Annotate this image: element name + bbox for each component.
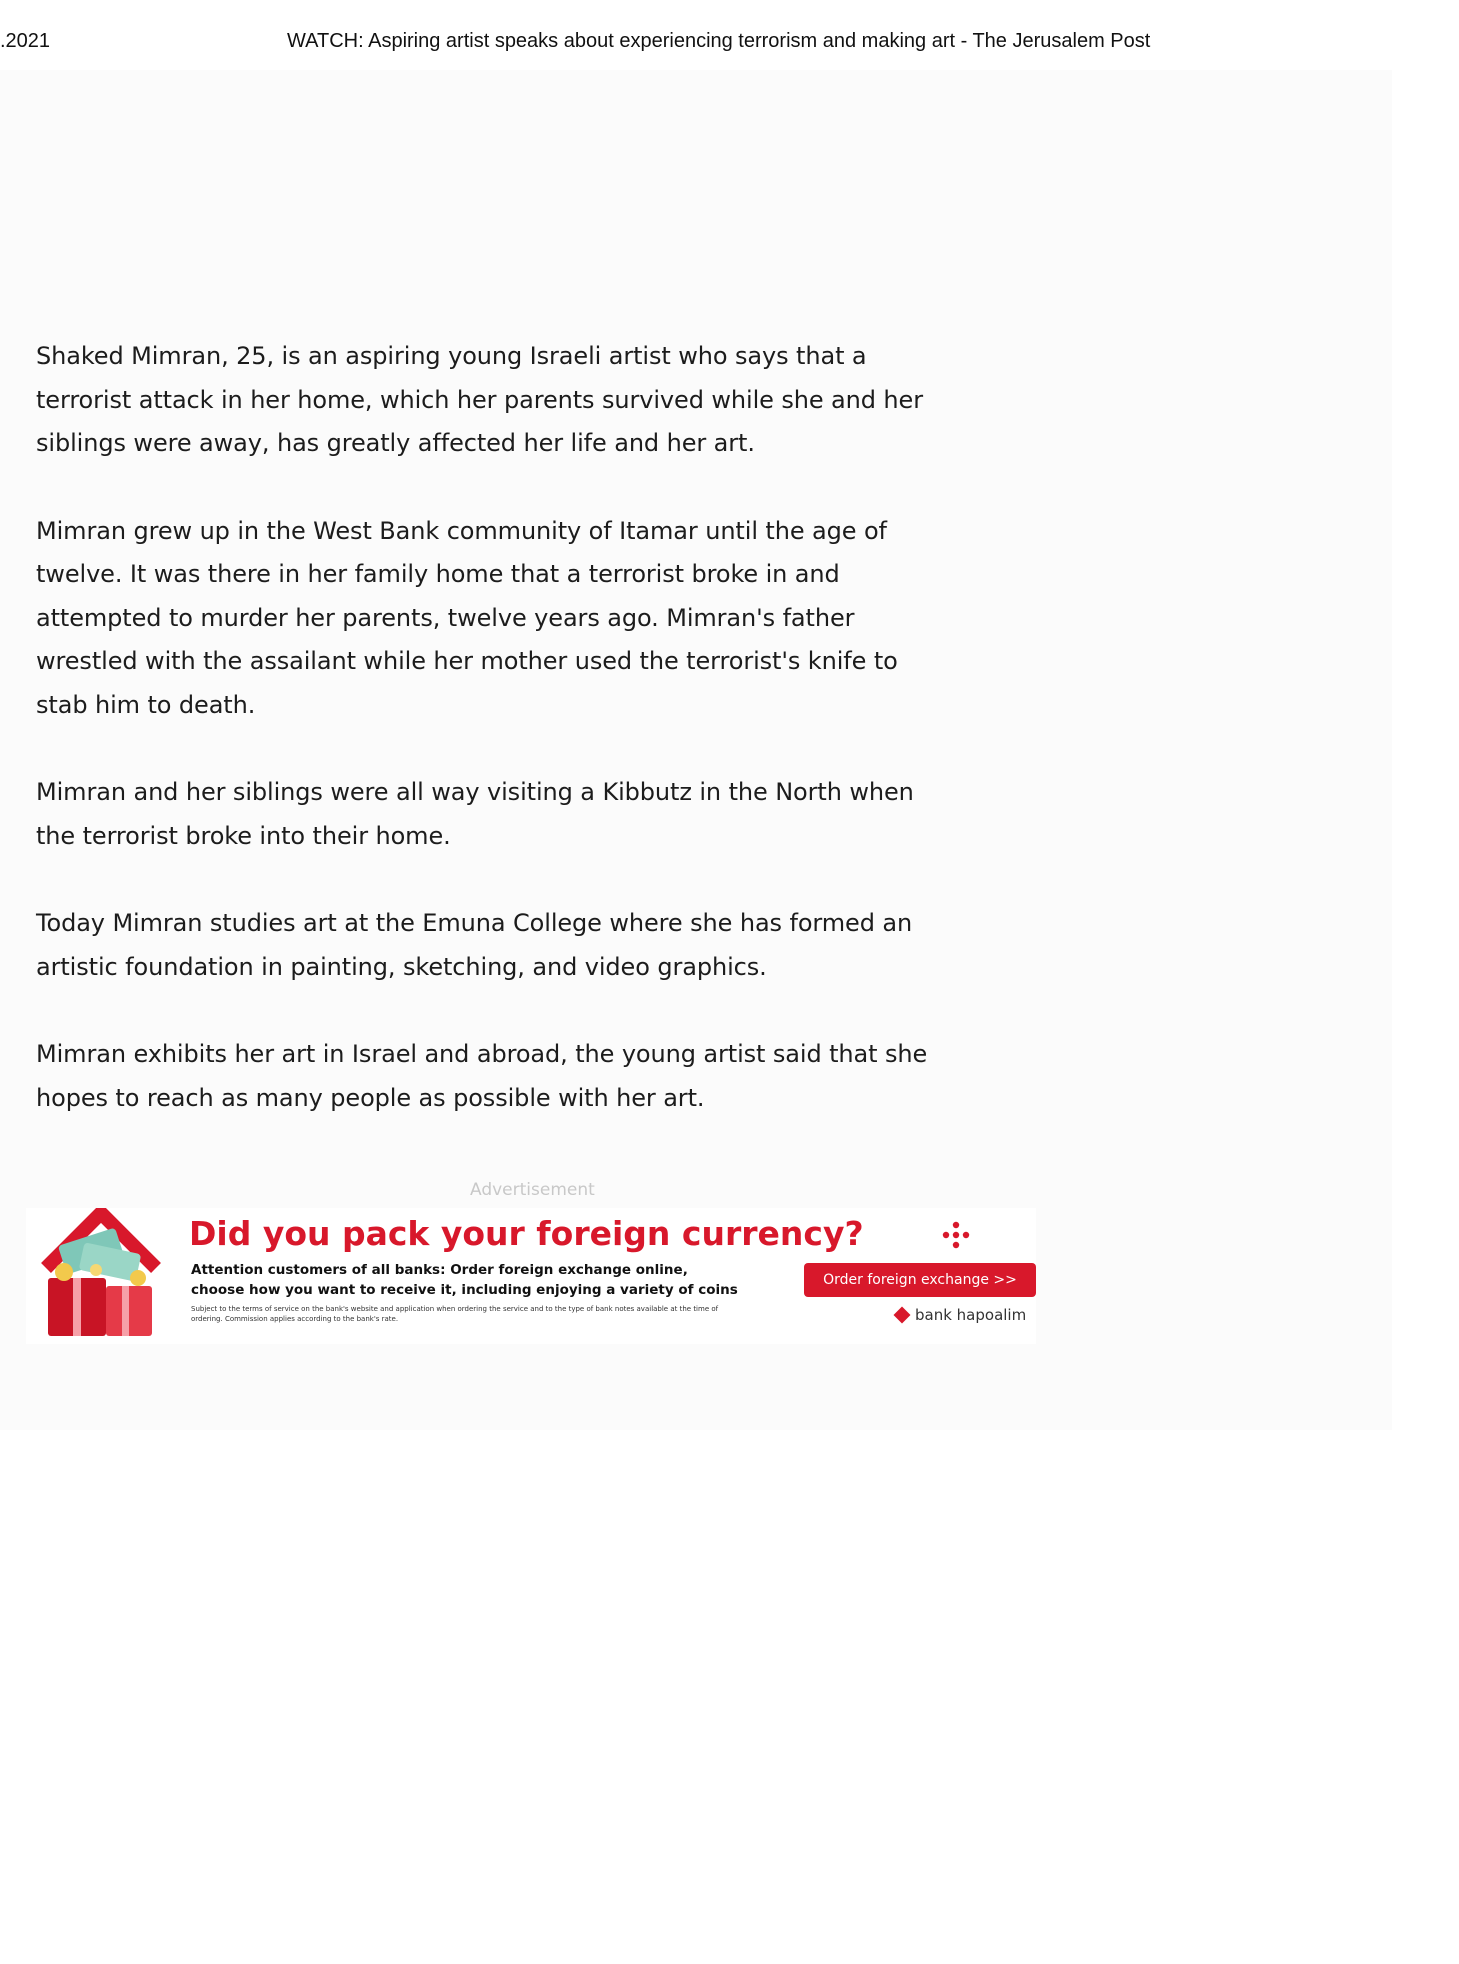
- brand-diamond-icon: [894, 1307, 911, 1324]
- article-paragraph: Shaked Mimran, 25, is an aspiring young Israeli artist who says that a terrorist attack in her home, which her parents survived while she and her siblings were away, has greatly affected her life and her art.: [36, 342, 923, 457]
- advertisement-banner[interactable]: [26, 1208, 1036, 1344]
- article-paragraph: Mimran grew up in the West Bank community of Itamar until the age of twelve. It was there in her family home that a terrorist broke in and attempted to murder her parents, twelve years ago. Mimran's father wrestled with the assailant while her mother used the terrorist's knife to stab him to death.: [36, 516, 898, 719]
- print-header: [0, 30, 1459, 60]
- article-paragraph: Mimran exhibits her art in Israel and abroad, the young artist said that she hopes to reach as many people as possible with her art.: [36, 1040, 928, 1112]
- ad-subtext-line: Attention customers of all banks: Order foreign exchange online,: [191, 1262, 688, 1278]
- print-page-title: WATCH: Aspiring artist speaks about experiencing terrorism and making art - The Jerusalem Post: [287, 30, 1151, 52]
- advertisement-label: Advertisement: [470, 1180, 595, 1200]
- ad-brand: [896, 1306, 1026, 1324]
- article-body: [36, 335, 956, 1164]
- ad-fine-print: Subject to the terms of service on the bank's website and application when ordering the service and to the type of bank notes available at the time of ordering. Commission applies according to the bank's rate.: [191, 1305, 719, 1323]
- order-foreign-exchange-button[interactable]: Order foreign exchange >>: [804, 1263, 1036, 1297]
- bank-hapoalim-logo-icon: [941, 1220, 971, 1250]
- article-paragraph: Mimran and her siblings were all way visiting a Kibbutz in the North when the terrorist broke into their home.: [36, 778, 914, 850]
- article-paragraph: Today Mimran studies art at the Emuna College where she has formed an artistic foundation in painting, sketching, and video graphics.: [36, 909, 913, 981]
- currency-gift-illustration-icon: [26, 1208, 176, 1344]
- ad-brand-name: bank hapoalim: [915, 1306, 1027, 1324]
- print-date: .2021: [0, 30, 51, 52]
- ad-subtext: [191, 1260, 791, 1300]
- ad-headline: Did you pack your foreign currency?: [189, 1214, 864, 1253]
- ad-subtext-line: choose how you want to receive it, including enjoying a variety of coins: [191, 1282, 738, 1298]
